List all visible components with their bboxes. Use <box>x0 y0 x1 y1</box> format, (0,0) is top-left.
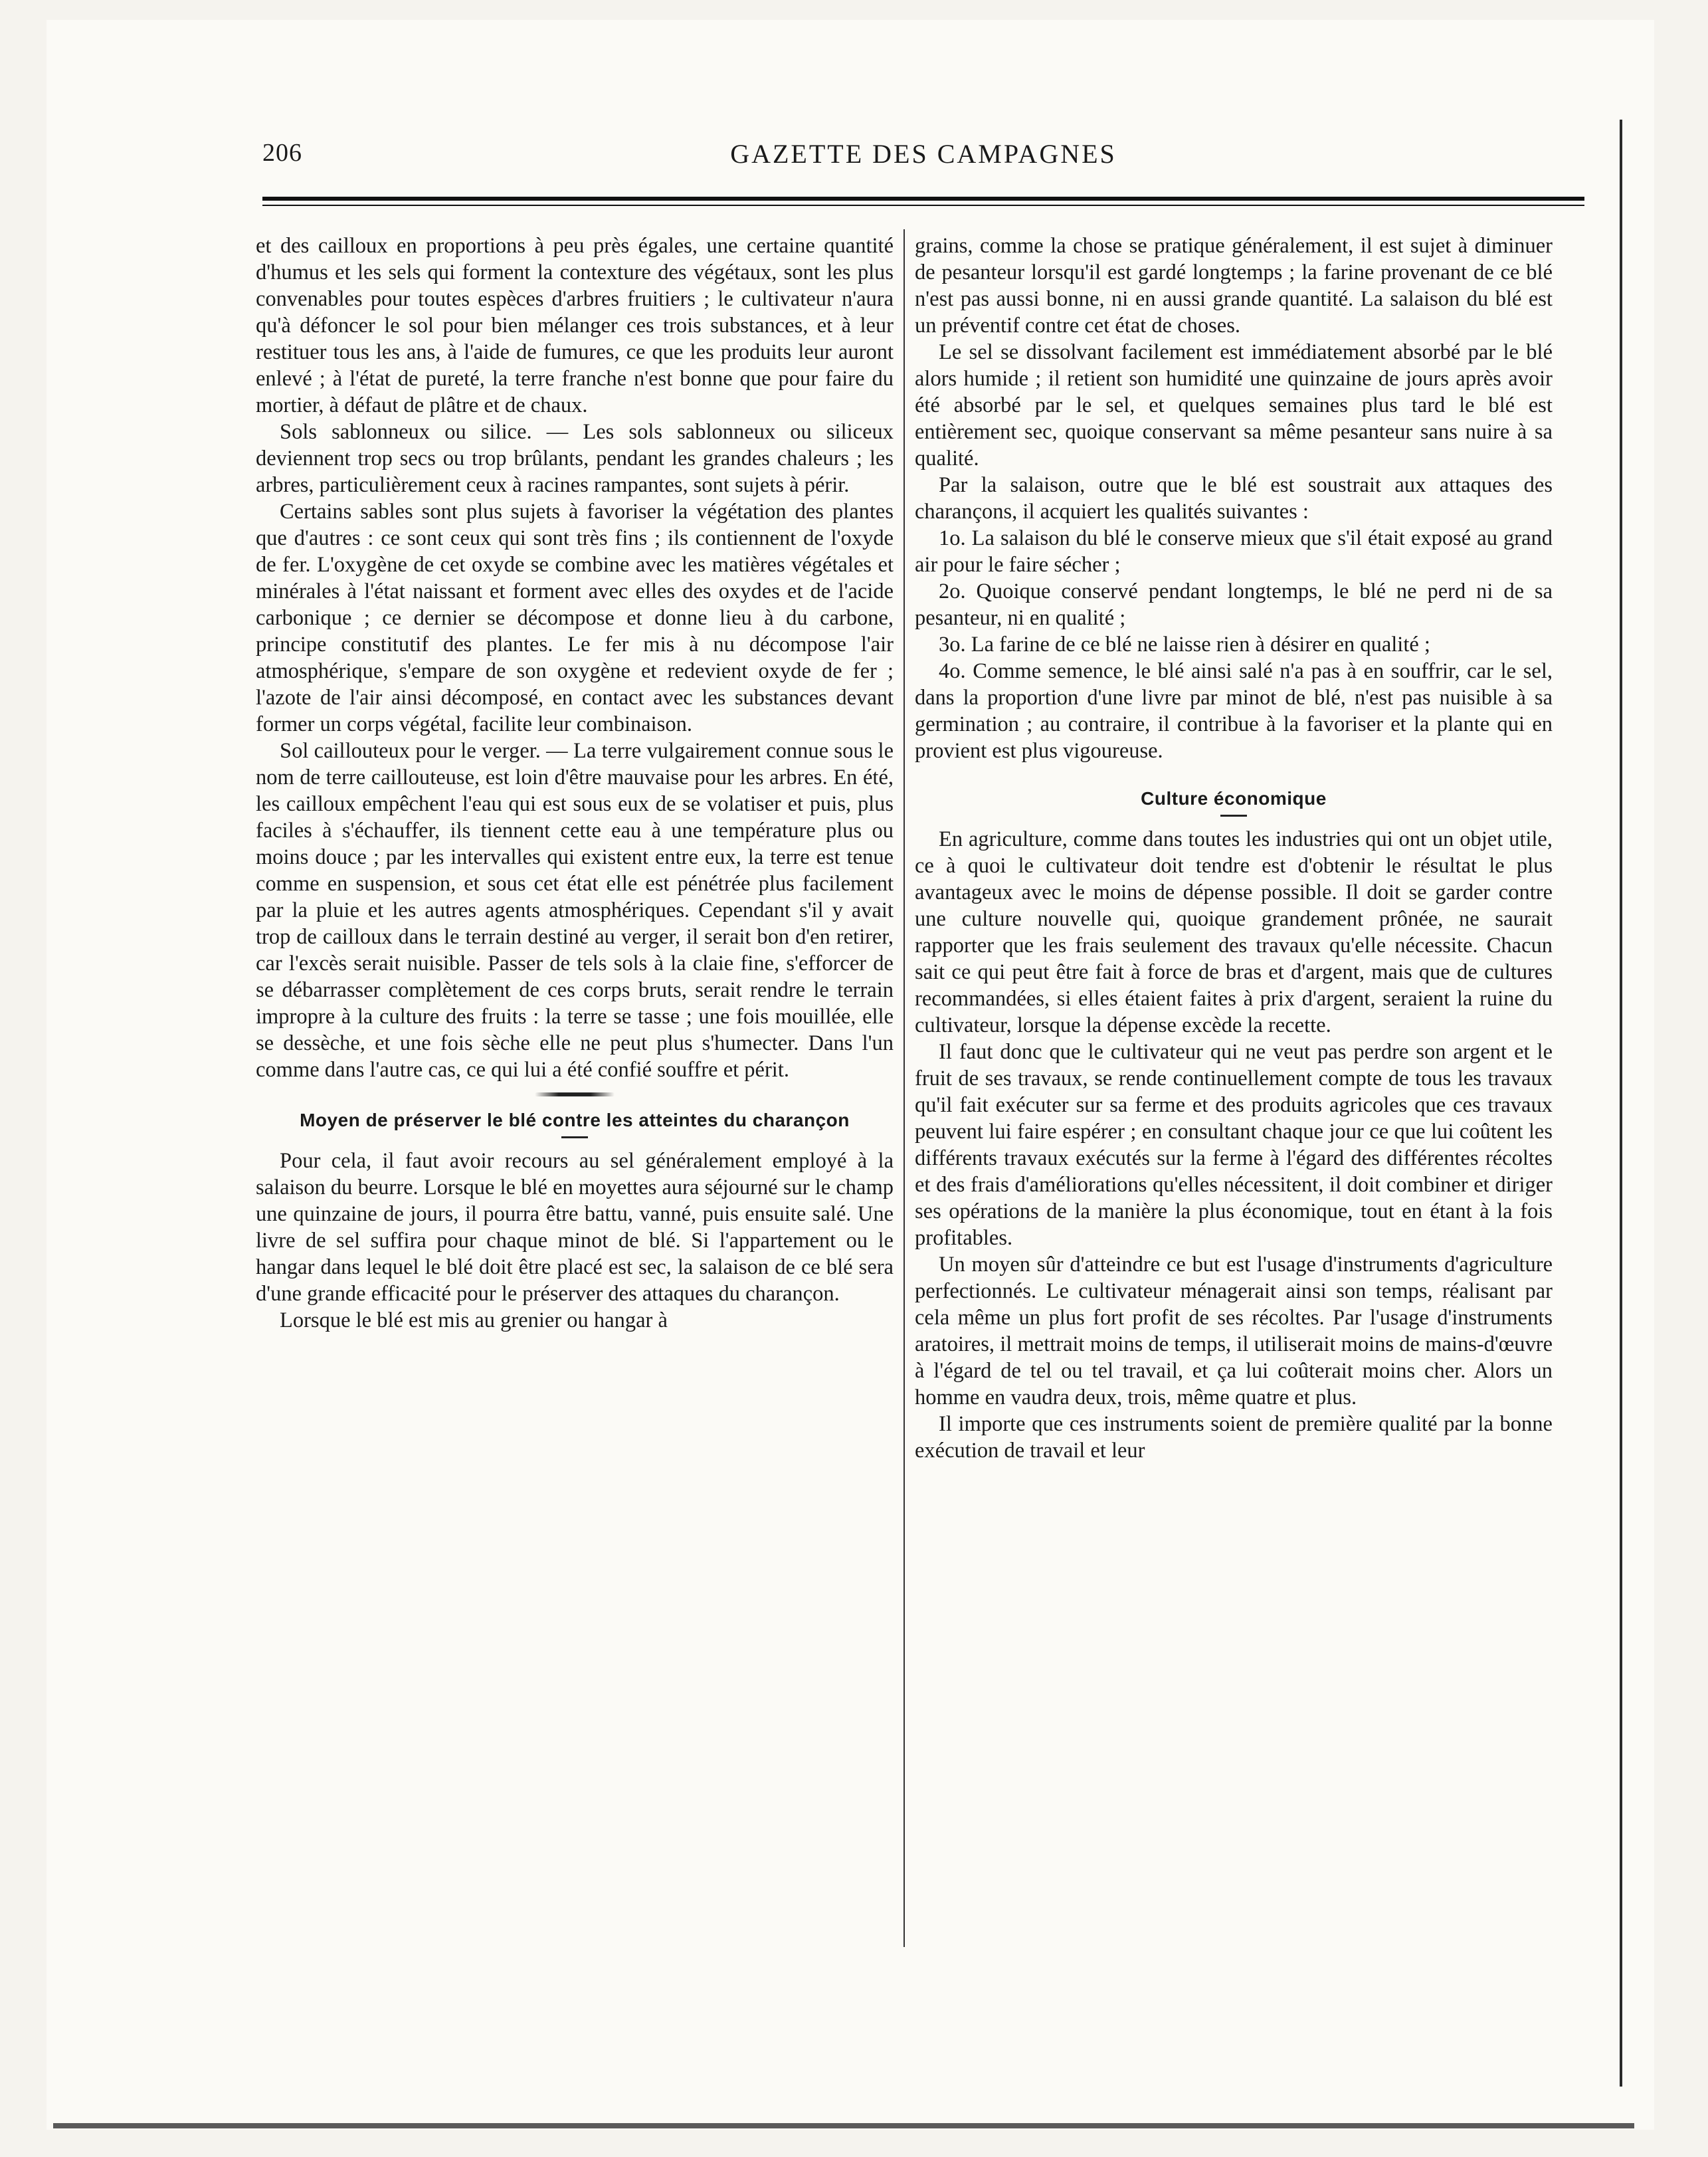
header-rule-thick <box>262 197 1584 201</box>
section-dash <box>1220 815 1247 817</box>
paragraph: et des cailloux en proportions à peu près égales, une certaine quantité d'humus et les sels qui forment la contexture des végétaux, sont les plus convenables pour toutes espèces d'arbres fruitiers ; le cultivateur n'aura qu'à défoncer le sol pour bien mélanger ces trois substances, et à leur restituer tous les ans, à l'aide de fumures, ce que les produits leur auront enlevé ; à l'état de pureté, la terre franche n'est bonne que pour faire du mortier, à défaut de plâtre et de chaux. <box>256 234 894 417</box>
paragraph: Il faut donc que le cultivateur qui ne veut pas perdre son argent et le fruit de ses travaux, se rende continuellement compte de tous les travaux qu'il fait exécuter sur sa ferme et des produits agricoles que ces travaux peuvent lui faire espérer ; en consultant chaque jour ce que lui coûtent les différents travaux exécutés sur la ferme à l'égard des différentes récoltes et des frais d'améliorations qu'elles nécessitent, il doit combiner et diriger ses opérations de la manière la plus économique, tout en étant à la fois profitables. <box>915 1040 1553 1250</box>
section-title-charancon: Moyen de préserver le blé contre les atteintes du charançon <box>300 1110 850 1130</box>
paragraph: En agriculture, comme dans toutes les industries qui ont un objet utile, ce à quoi le cultivateur doit tendre est d'obtenir le résultat le plus avantageux avec le moins de dépense possible. Il doit se garder contre une culture nouvelle qui, quoique grandement prônée, ne saurait rapporter que les frais seulement des travaux qu'elle nécessite. Chacun sait ce qui peut être fait à force de bras et d'argent, mais que de cultures recommandées, si elles étaient faites à prix d'argent, seraient la ruine du cultivateur, lorsque la dépense excède la recette. <box>915 827 1553 1037</box>
paragraph: Pour cela, il faut avoir recours au sel généralement employé à la salaison du beurre. Lorsque le blé en moyettes aura séjourné sur le champ une quinzaine de jours, il pourra être battu, vanné, puis ensuite salé. Une livre de sel suffira pour chaque minot de blé. Si l'appartement ou le hangar dans lequel le blé doit être placé est sec, la salaison de ce blé sera d'une grande efficacité pour le préserver des attaques du charançon. <box>256 1149 894 1306</box>
page-edge-right <box>1620 120 1622 2087</box>
section-dash <box>561 1136 588 1138</box>
running-title: GAZETTE DES CAMPAGNES <box>730 139 1117 169</box>
page-number: 206 <box>262 139 302 167</box>
paragraph: Le sel se dissolvant facilement est immédiatement absorbé par le blé alors humide ; il retient son humidité une quinzaine de jours après avoir été absorbé par le sel, et quelques semaines plus tard le blé est entièrement sec, quoique conservant sa même pesanteur sans nuire à sa qualité. <box>915 340 1553 470</box>
section-ornament <box>535 1092 615 1096</box>
paragraph: grains, comme la chose se pratique généralement, il est sujet à diminuer de pesanteur lorsqu'il est gardé longtemps ; la farine provenant de ce blé n'est pas aussi bonne, ni en aussi grande quantité. La salaison du blé est un préventif contre cet état de choses. <box>915 234 1553 338</box>
left-column <box>256 233 894 1947</box>
right-column <box>915 233 1553 1947</box>
page-header <box>262 126 1584 179</box>
list-item: 1o. La salaison du blé le conserve mieux que s'il était exposé au grand air pour le faire sécher ; <box>915 526 1553 577</box>
paragraph: Un moyen sûr d'atteindre ce but est l'usage d'instruments d'agriculture perfectionnés. Le cultivateur ménagerait ainsi son temps, réalisant par cela même un plus fort profit de ses récoltes. Par l'usage d'instruments aratoires, il mettrait moins de temps, il utiliserait moins de mains-d'œuvre à l'égard de tel ou tel travail, et ça lui coûterait moins cher. Alors un homme en vaudra deux, trois, même quatre et plus. <box>915 1253 1553 1409</box>
paragraph: Certains sables sont plus sujets à favoriser la végétation des plantes que d'autres : ce sont ceux qui sont très fins ; ils contiennent de l'oxyde de fer. L'oxygène de cet oxyde se combine avec les matières végétales et minérales à l'état naissant et forment avec elles des oxydes et de l'acide carbonique ; ce dernier se décompose et donne lieu à du carbone, principe constitutif des plantes. Le fer mis à nu décompose l'air atmosphérique, s'empare de son oxygène et redevient oxyde de fer ; l'azote de l'air ainsi décomposé, en contact avec les substances devant former un corps végétal, facilite leur combinaison. <box>256 500 894 736</box>
section-title-culture: Culture économique <box>1141 788 1327 809</box>
paragraph: Par la salaison, outre que le blé est soustrait aux attaques des charançons, il acquiert les qualités suivantes : <box>915 473 1553 524</box>
list-item: 3o. La farine de ce blé ne laisse rien à désirer en qualité ; <box>939 633 1430 657</box>
column-divider <box>903 229 905 1947</box>
paragraph: Sol caillouteux pour le verger. — La terre vulgairement connue sous le nom de terre caillouteuse, est loin d'être mauvaise pour les arbres. En été, les cailloux empêchent l'eau qui est sous eux de se volatiser et puis, plus faciles à s'échauffer, ils tiennent cette eau à une température plus ou moins douce ; par les intervalles qui existent entre eux, la terre est tenue comme en suspension, et sous cet état elle est pénétrée plus facilement par la pluie et les autres agents atmosphériques. Cependant s'il y avait trop de cailloux dans le terrain destiné au verger, il serait bon d'en retirer, car l'excès serait nuisible. Passer de tels sols à la claie fine, s'efforcer de se débarrasser complètement de ces corps bruts, serait rendre le terrain impropre à la culture des fruits : la terre se tasse ; une fois mouillée, elle se dessèche, et une fois sèche elle ne peut plus s'humecter. Dans l'un comme dans l'autre cas, ce qui lui a été confié souffre et périt. <box>256 739 894 1082</box>
list-item: 4o. Comme semence, le blé ainsi salé n'a pas à en souffrir, car le sel, dans la proportion d'une livre par minot de blé, n'est pas nuisible à sa germination ; au contraire, il contribue à la favoriser et la plante qui en provient est plus vigoureuse. <box>915 659 1553 763</box>
paragraph: Lorsque le blé est mis au grenier ou hangar à <box>280 1308 668 1332</box>
list-item: 2o. Quoique conservé pendant longtemps, le blé ne perd ni de sa pesanteur, ni en qualité ; <box>915 579 1553 630</box>
header-rule-thin <box>262 205 1584 206</box>
page-edge-bottom <box>53 2123 1634 2128</box>
paragraph: Il importe que ces instruments soient de première qualité par la bonne exécution de travail et leur <box>915 1412 1553 1463</box>
paragraph: Sols sablonneux ou silice. — Les sols sablonneux ou siliceux deviennent trop secs ou trop brûlants, pendant les grandes chaleurs ; les arbres, particulièrement ceux à racines rampantes, sont sujets à périr. <box>256 420 894 497</box>
